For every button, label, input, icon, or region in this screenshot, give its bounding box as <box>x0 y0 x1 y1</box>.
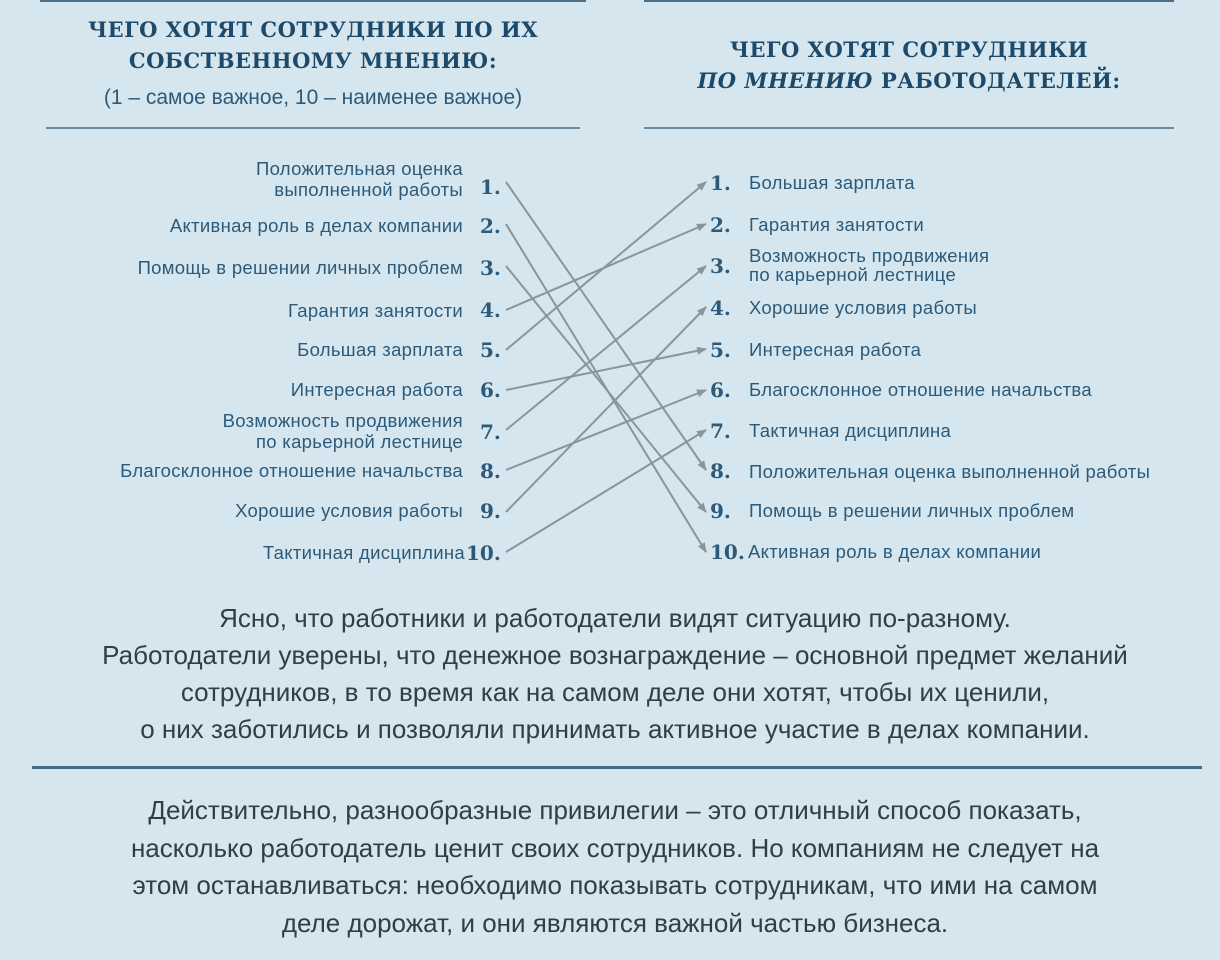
left-num-4: 4. <box>480 298 501 322</box>
section-divider <box>32 766 1202 769</box>
left-item-6-line: Интересная работа <box>290 379 463 400</box>
left-num-8: 8. <box>480 459 501 483</box>
right-item-2-line: Гарантия занятости <box>749 214 925 235</box>
left-num-5: 5. <box>480 338 501 362</box>
conclusion-line: деле дорожат, и они являются важной частью бизнеса. <box>281 907 949 938</box>
conclusion-line: этом останавливаться: необходимо показывать сотрудникам, что ими на самом <box>132 870 1098 900</box>
left-title-line: СОБСТВЕННОМУ МНЕНИЮ: <box>128 48 498 73</box>
left-item-1-line: Положительная оценка <box>256 158 463 179</box>
left-num-9: 9. <box>480 499 501 523</box>
right-title-rest: РАБОТОДАТЕЛЕЙ: <box>873 68 1121 93</box>
right-item-10-line: Активная роль в делах компании <box>748 541 1042 562</box>
right-num-8: 8. <box>710 459 731 483</box>
right-item-3-line: Возможность продвижения <box>749 245 990 266</box>
right-num-5: 5. <box>710 338 731 362</box>
right-num-10: 10. <box>710 540 745 564</box>
left-item-9-line: Хорошие условия работы <box>235 500 463 521</box>
left-num-7: 7. <box>480 420 501 444</box>
right-item-4-line: Хорошие условия работы <box>749 297 977 318</box>
left-item-2-line: Активная роль в делах компании <box>169 215 463 236</box>
left-item-10-line: Тактичная дисциплина <box>262 542 465 563</box>
left-item-7-line: Возможность продвижения <box>222 410 463 431</box>
right-item-3-line: по карьерной лестнице <box>749 264 957 285</box>
left-num-3: 3. <box>480 256 501 280</box>
conclusion-paragraph <box>30 792 1200 942</box>
summary-line: о них заботились и позволяли принимать активное участие в делах компании. <box>140 714 1090 744</box>
left-num-2: 2. <box>480 214 501 238</box>
right-num-2: 2. <box>710 213 731 237</box>
left-num-1: 1. <box>480 175 501 199</box>
left-item-8-line: Благосклонное отношение начальства <box>120 460 463 481</box>
connector-arrow-8 <box>506 390 706 470</box>
left-item-3-line: Помощь в решении личных проблем <box>137 257 463 278</box>
right-num-4: 4. <box>710 296 731 320</box>
connector-arrow-10 <box>506 430 706 552</box>
conclusion-line: Действительно, разнообразные привилегии – это отличный способ показать, <box>148 795 1082 825</box>
right-item-8-line: Положительная оценка выполненной работы <box>749 461 1151 482</box>
right-item-5-line: Интересная работа <box>749 339 922 360</box>
summary-line: Ясно, что работники и работодатели видят ситуацию по-разному. <box>219 603 1011 633</box>
left-column-subtitle: (1 – самое важное, 10 – наименее важное) <box>103 86 523 109</box>
summary-line: сотрудников, в то время как на самом деле они хотят, чтобы их ценили, <box>180 677 1050 707</box>
connector-arrow-6 <box>506 349 706 390</box>
left-item-5-line: Большая зарплата <box>297 339 463 360</box>
right-item-9-line: Помощь в решении личных проблем <box>749 500 1075 521</box>
right-title-line: ЧЕГО ХОТЯТ СОТРУДНИКИ <box>729 37 1089 62</box>
right-title-emphasis: ПО МНЕНИЮ <box>697 68 874 93</box>
right-item-6-line: Благосклонное отношение начальства <box>749 379 1092 400</box>
left-num-6: 6. <box>480 378 501 402</box>
summary-paragraph <box>30 600 1200 748</box>
connector-arrow-3 <box>506 266 706 512</box>
right-item-7-line: Тактичная дисциплина <box>749 420 952 441</box>
right-item-1-line: Большая зарплата <box>749 172 915 193</box>
left-item-7-line: по карьерной лестнице <box>255 431 463 452</box>
left-item-4-line: Гарантия занятости <box>287 300 463 321</box>
left-num-10: 10. <box>466 541 501 565</box>
right-num-7: 7. <box>710 419 731 443</box>
right-num-6: 6. <box>710 378 731 402</box>
left-title-line: ЧЕГО ХОТЯТ СОТРУДНИКИ ПО ИХ <box>87 17 539 42</box>
connector-arrow-7 <box>506 266 706 430</box>
connector-arrow-9 <box>506 307 706 512</box>
right-num-9: 9. <box>710 499 731 523</box>
conclusion-line: насколько работодатель ценит своих сотрудников. Но компаниям не следует на <box>130 832 1100 863</box>
right-num-3: 3. <box>710 254 731 278</box>
left-item-1-line: выполненной работы <box>274 179 463 200</box>
right-num-1: 1. <box>710 171 731 195</box>
summary-line: Работодатели уверены, что денежное вознаграждение – основной предмет желаний <box>102 640 1128 670</box>
